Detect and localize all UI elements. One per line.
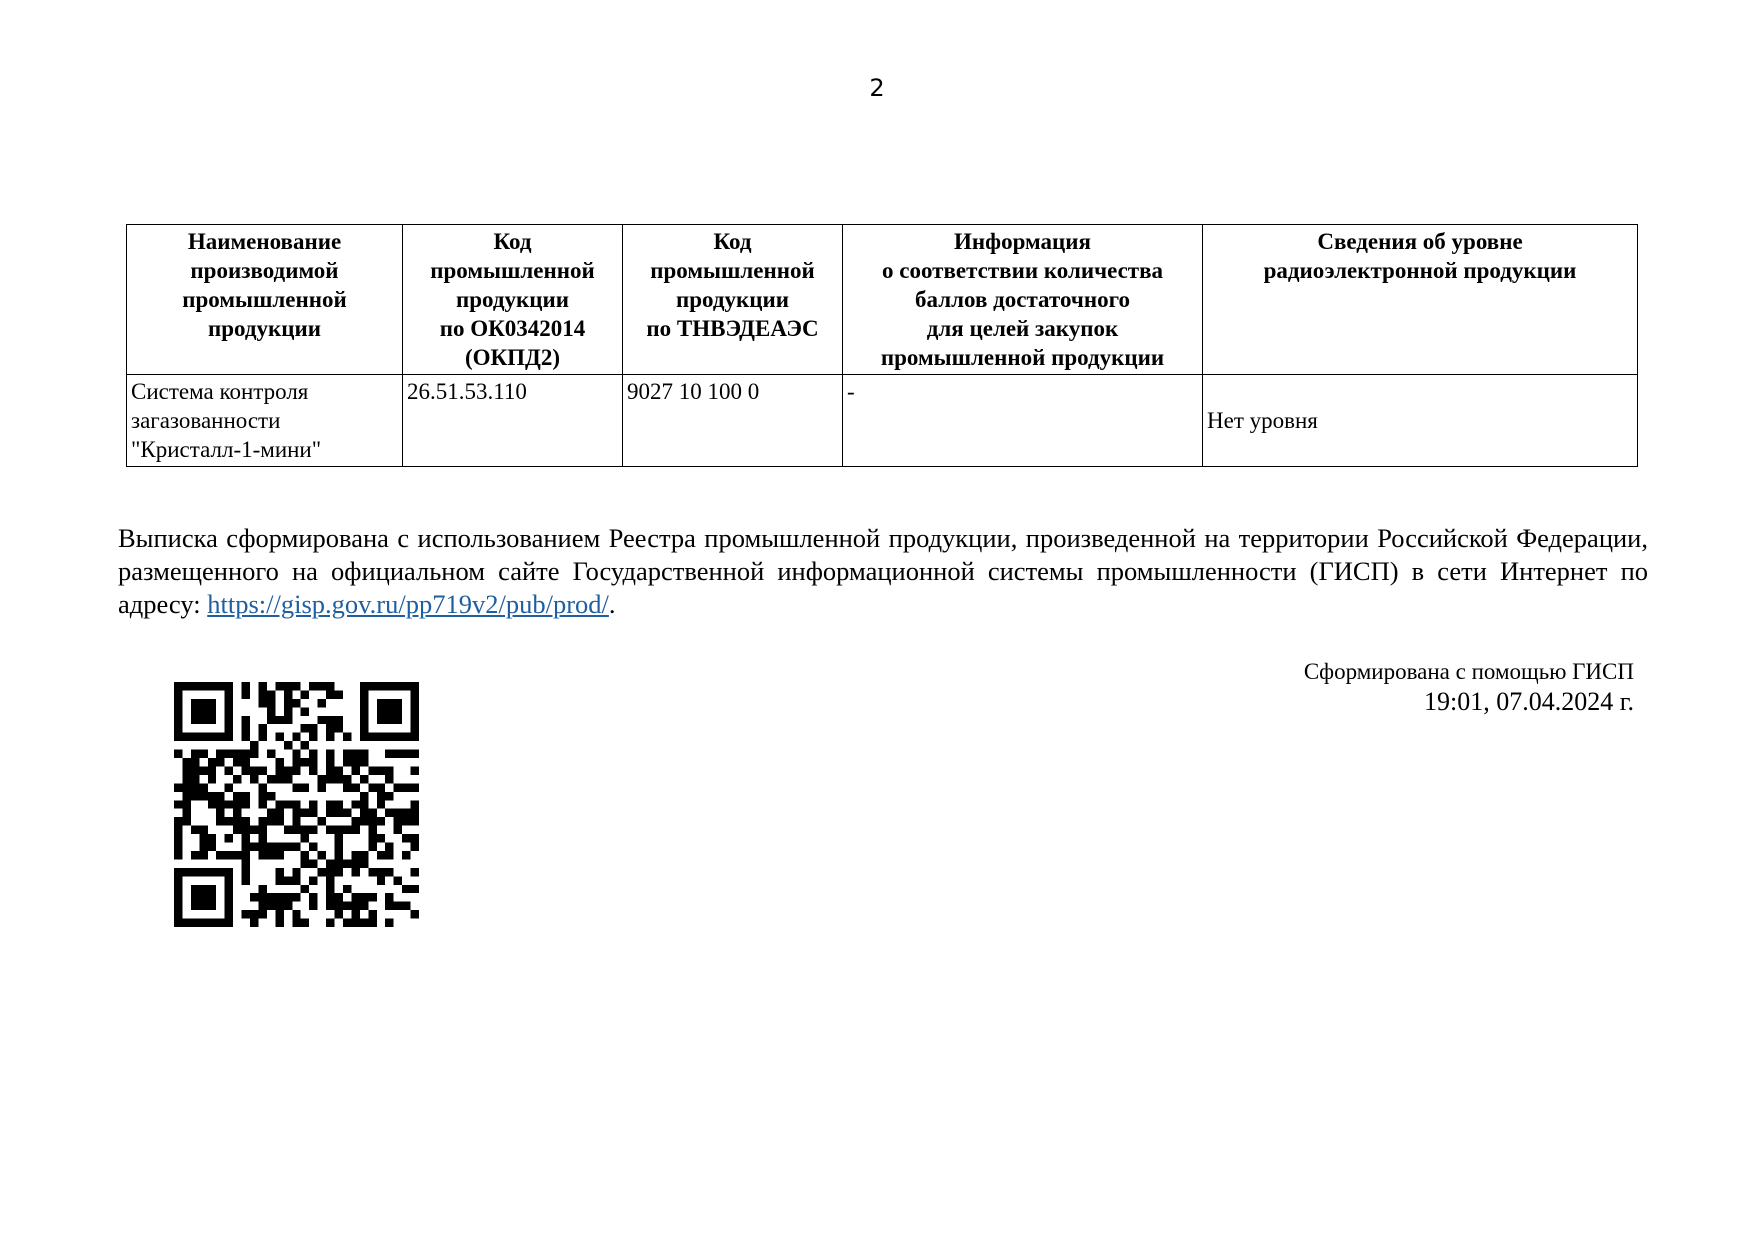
generation-stamp <box>1304 658 1634 718</box>
cell-tnved-code: 9027 10 100 0 <box>623 375 843 467</box>
header-points-info: Информация о соответствии количества баллов достаточного для целей закупок промышленной продукции <box>843 225 1203 375</box>
cell-radio-level: Нет уровня <box>1203 375 1638 467</box>
header-tnved-code: Код промышленной продукции по ТНВЭДЕАЭС <box>623 225 843 375</box>
table-row <box>127 375 1638 467</box>
gisp-link[interactable]: https://gisp.gov.ru/pp719v2/pub/prod/ <box>207 589 609 619</box>
registry-note <box>118 522 1648 621</box>
header-product-name: Наименование производимой промышленной продукции <box>127 225 403 375</box>
cell-okpd2-code: 26.51.53.110 <box>403 375 623 467</box>
registry-note-end: . <box>608 589 616 619</box>
page-number: 2 <box>869 74 885 102</box>
registry-note-text: Выписка сформирована с использованием Реестра промышленной продукции, произведенной на территории Российской Федерации, размещенного на официальном сайте Государственной информационной системы промышленности (ГИСП) в сети Интернет по адресу: <box>118 523 1648 619</box>
qr-code-graphic <box>174 682 419 927</box>
header-radio-level: Сведения об уровне радиоэлектронной продукции <box>1203 225 1638 375</box>
table-header-row <box>127 225 1638 375</box>
generated-datetime: 19:01, 07.04.2024 г. <box>1424 687 1634 716</box>
cell-points-info: - <box>843 375 1203 467</box>
qr-code <box>174 682 419 927</box>
header-okpd2-code: Код промышленной продукции по ОК0342014 (ОКПД2) <box>403 225 623 375</box>
generated-label: Сформирована с помощью ГИСП <box>1303 659 1634 684</box>
product-table <box>126 224 1638 467</box>
cell-product-name: Система контроля загазованности "Кристалл-1-мини" <box>127 375 403 467</box>
